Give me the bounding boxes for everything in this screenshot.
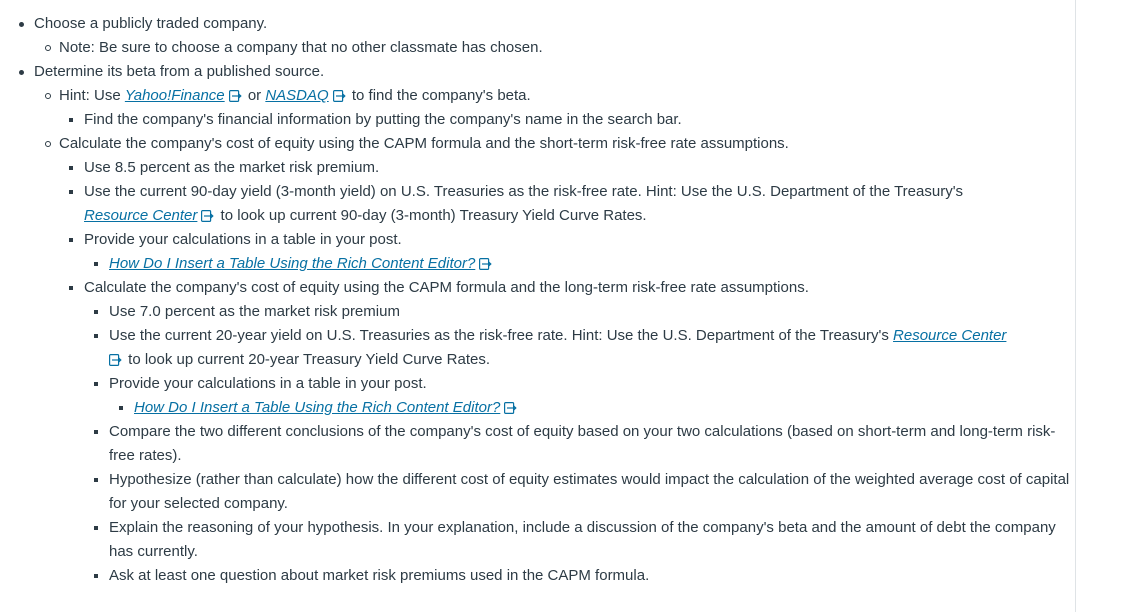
item-text: Find the company's financial information by putting the company's name in the search bar.	[84, 111, 682, 128]
external-link-icon[interactable]	[333, 90, 346, 102]
item-text: to look up current 20-year Treasury Yield Curve Rates.	[124, 351, 491, 368]
item-text: Hint: Use	[59, 87, 125, 104]
nasdaq-link[interactable]: NASDAQ	[265, 87, 329, 104]
list-item	[34, 36, 1075, 60]
list-item	[34, 132, 1075, 588]
list-item	[84, 564, 1075, 588]
item-text: Provide your calculations in a table in your post.	[109, 375, 427, 392]
list-item	[84, 300, 1075, 324]
item-text: to find the company's beta.	[347, 87, 531, 104]
insert-table-help-link[interactable]: How Do I Insert a Table Using the Rich Content Editor?	[109, 255, 476, 272]
item-text: Calculate the company's cost of equity using the CAPM formula and the short-term risk-free rate assumptions.	[59, 135, 789, 152]
list-item	[84, 420, 1075, 468]
external-link-icon[interactable]	[201, 210, 214, 222]
external-link-icon[interactable]	[109, 354, 122, 366]
list-item	[59, 156, 1075, 180]
item-text: Compare the two different conclusions of the company's cost of equity based on your two calculations (based on short-term and long-term risk-free rates).	[109, 423, 1056, 464]
list-item	[34, 84, 1075, 132]
item-text: Note: Be sure to choose a company that no other classmate has chosen.	[59, 39, 543, 56]
list-item	[84, 324, 1075, 372]
item-text: Use the current 20-year yield on U.S. Treasuries as the risk-free rate. Hint: Use the U.S. Department of the Treasury's	[109, 327, 894, 344]
instruction-list	[0, 12, 1075, 588]
item-text: Hypothesize (rather than calculate) how the different cost of equity estimates would impact the calculation of the weighted average cost of capital for your selected company.	[109, 471, 1070, 512]
list-item	[84, 468, 1075, 516]
list-item	[84, 372, 1075, 420]
item-text: Calculate the company's cost of equity using the CAPM formula and the long-term risk-free rate assumptions.	[84, 279, 809, 296]
item-text: Use the current 90-day yield (3-month yield) on U.S. Treasuries as the risk-free rate. Hint: Use the U.S. Department of the Treasury's	[84, 183, 964, 200]
list-item	[0, 60, 1075, 588]
list-item	[84, 252, 1075, 276]
list-item	[59, 180, 1075, 228]
external-link-icon[interactable]	[479, 258, 492, 270]
list-item	[109, 396, 1075, 420]
list-item	[59, 276, 1075, 588]
item-text: Determine its beta from a published source.	[34, 63, 325, 80]
item-text: Choose a publicly traded company.	[34, 15, 268, 32]
list-item	[0, 12, 1075, 60]
insert-table-help-link[interactable]: How Do I Insert a Table Using the Rich Content Editor?	[134, 399, 501, 416]
external-link-icon[interactable]	[504, 402, 517, 414]
item-text: or	[243, 87, 266, 104]
list-item	[59, 228, 1075, 276]
item-text: Ask at least one question about market risk premiums used in the CAPM formula.	[109, 567, 650, 584]
resource-center-link[interactable]: Resource Center	[893, 327, 1007, 344]
item-text: to look up current 90-day (3-month) Treasury Yield Curve Rates.	[216, 207, 647, 224]
item-text: Explain the reasoning of your hypothesis. In your explanation, include a discussion of the company's beta and the amount of debt the company has currently.	[109, 519, 1056, 560]
content-divider	[1075, 0, 1076, 612]
item-text: Use 8.5 percent as the market risk premium.	[84, 159, 380, 176]
resource-center-link[interactable]: Resource Center	[84, 207, 198, 224]
yahoo-finance-link[interactable]: Yahoo!Finance	[124, 87, 225, 104]
item-text: Provide your calculations in a table in your post.	[84, 231, 402, 248]
list-item	[84, 516, 1075, 564]
item-text: Use 7.0 percent as the market risk premium	[109, 303, 400, 320]
external-link-icon[interactable]	[229, 90, 242, 102]
list-item	[59, 108, 1075, 132]
